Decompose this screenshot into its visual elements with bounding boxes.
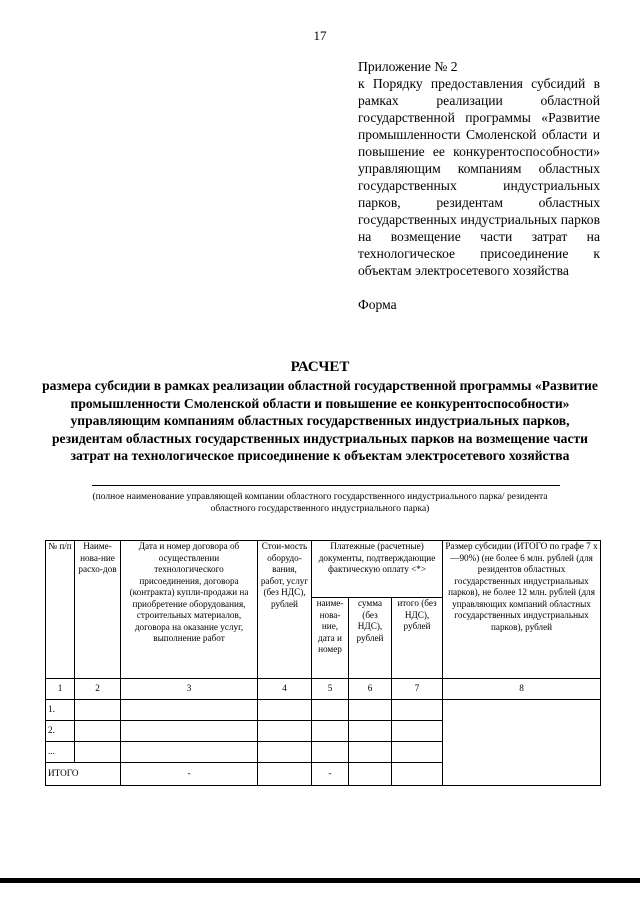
table-cell (349, 742, 392, 763)
table-cell (392, 700, 443, 721)
table-cell (75, 742, 121, 763)
column-number-row (46, 679, 601, 700)
table-cell (312, 700, 349, 721)
page-number: 17 (313, 28, 327, 43)
total-doc-dash: - (312, 763, 349, 786)
table-cell (75, 721, 121, 742)
header-number: № п/п (46, 541, 75, 679)
table-cell (392, 742, 443, 763)
total-label: ИТОГО (46, 763, 121, 786)
form-label: Форма (358, 297, 397, 312)
table-cell (121, 721, 258, 742)
column-number: 6 (349, 679, 392, 700)
header-doc-sum: сумма (без НДС), рублей (349, 598, 392, 679)
row-number: 2. (46, 721, 75, 742)
subsidy-cell (443, 700, 601, 786)
table-cell (258, 742, 312, 763)
document-title: РАСЧЕТ (290, 359, 350, 375)
table-cell (258, 721, 312, 742)
header-doc-total: итого (без НДС), рублей (392, 598, 443, 679)
table-cell (258, 700, 312, 721)
table-cell (121, 700, 258, 721)
row-number: 1. (46, 700, 75, 721)
header-contract: Дата и номер договора об осуществлении технологического присоединения, договора (контракта) купли-продажи на приобретение оборудования, строительных материалов, договора на оказание услуг, выполнение работ (121, 541, 258, 679)
document-heading (40, 358, 600, 465)
header-doc-name: наиме-нова-ние, дата и номер (312, 598, 349, 679)
calculation-table (45, 540, 601, 786)
column-number: 8 (443, 679, 601, 700)
table-cell (392, 721, 443, 742)
table-cell (121, 742, 258, 763)
column-number: 1 (46, 679, 75, 700)
document-subtitle: размера субсидии в рамках реализации областной государственной программы «Развитие промышленности Смоленской области и повышение ее конкурентоспособности» управляющим компаниям областных государственных индустриальных парков, резидентам областных государственных индустриальных парков на возмещение части затрат на технологическое присоединение к объектам электросетевого хозяйства (42, 378, 598, 464)
table-cell (312, 721, 349, 742)
column-number: 3 (121, 679, 258, 700)
row-number: ... (46, 742, 75, 763)
scan-edge-bar (0, 878, 640, 883)
appendix-title: Приложение № 2 (358, 59, 458, 74)
table-row (46, 700, 601, 721)
header-expense-name: Наиме-нова-ние расхо-дов (75, 541, 121, 679)
table-cell (349, 700, 392, 721)
total-contract-dash: - (121, 763, 258, 786)
table-cell (312, 742, 349, 763)
column-number: 2 (75, 679, 121, 700)
table-cell (349, 721, 392, 742)
appendix-block (358, 58, 600, 313)
column-number: 7 (392, 679, 443, 700)
header-cost: Стои-мость оборудо-вания, работ, услуг (без НДС), рублей (258, 541, 312, 679)
column-number: 4 (258, 679, 312, 700)
header-payment-documents: Платежные (расчетные) документы, подтверждающие фактическую оплату <*> (312, 541, 443, 598)
table-cell (258, 763, 312, 786)
fill-in-caption: (полное наименование управляющей компании областного государственного индустриального парка/ резидента областного государственного индустриального парка) (92, 492, 548, 514)
table-cell (349, 763, 392, 786)
table-cell (75, 700, 121, 721)
header-subsidy-amount: Размер субсидии (ИТОГО по графе 7 х—90%) (не более 6 млн. рублей (для резидентов областных государственных индустриальных парков), не более 12 млн. рублей (для управляющих компаний областных государственных индустриальных парков), рублей (443, 541, 601, 679)
fill-in-line (92, 485, 560, 486)
appendix-body: к Порядку предоставления субсидий в рамках реализации областной государственной программы «Развитие промышленности Смоленской области и повышение ее конкурентоспособности» управляющим компаниям областных государственных индустриальных парков, резидентам областных государственных индустриальных парков на возмещение части затрат на технологическое присоединение к объектам электросетевого хозяйства (358, 76, 600, 278)
column-number: 5 (312, 679, 349, 700)
table-cell (392, 763, 443, 786)
